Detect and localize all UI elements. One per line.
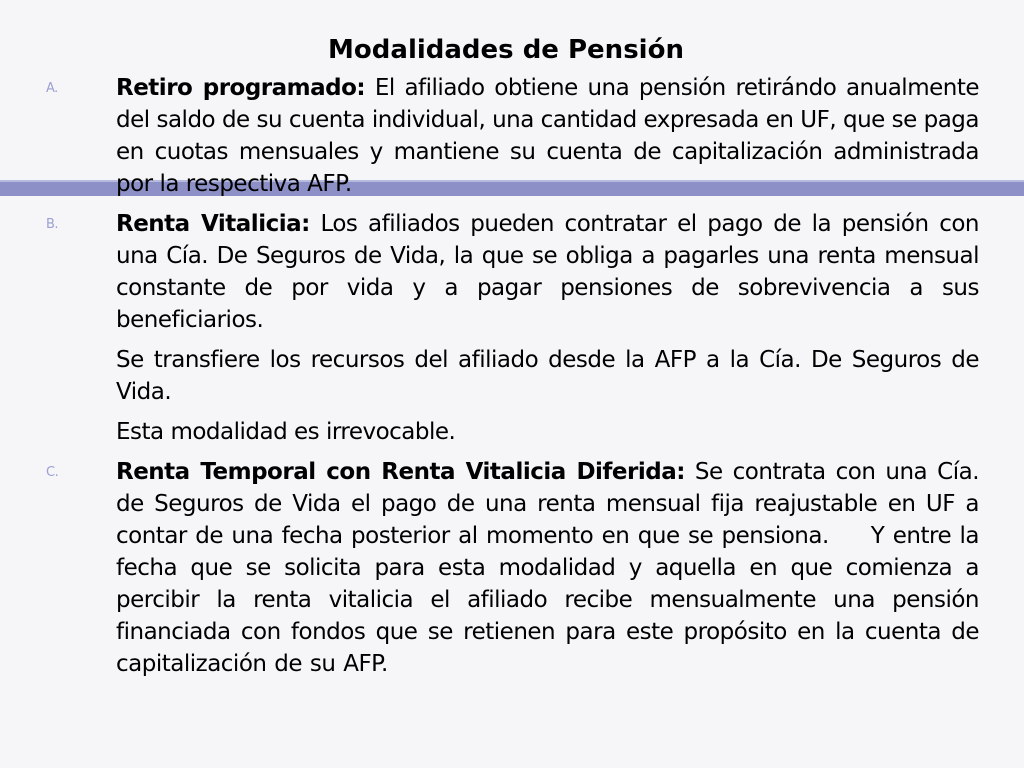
sub-paragraph-irrevocable: Esta modalidad es irrevocable. <box>116 419 456 445</box>
list-marker: B. <box>46 217 59 232</box>
list-marker: A. <box>46 81 58 96</box>
list-item-retiro-programado <box>46 72 979 200</box>
item-text: Los afiliados pueden contratar el pago de la pensión con una Cía. De Seguros de Vida, la que se obliga a pagarles una renta mensual constante de por vida y a pagar pensiones de sobrevivencia a sus beneficiarios. <box>116 211 979 333</box>
item-heading: Renta Vitalicia: <box>116 211 310 237</box>
slide-content <box>46 72 987 688</box>
sub-paragraph-transfer: Se transfiere los recursos del afiliado desde la AFP a la Cía. De Seguros de Vida. <box>116 347 979 405</box>
item-text: El afiliado obtiene una pensión retirándo anualmente del saldo de su cuenta individual, una cantidad expresada en UF, que se paga en cuotas mensuales y mantiene su cuenta de capitalización administrada por la respectiva AFP. <box>116 75 979 197</box>
item-heading: Renta Temporal con Renta Vitalicia Diferida: <box>116 459 685 485</box>
slide-title: Modalidades de Pensión <box>328 35 684 65</box>
list-item-renta-vitalicia <box>46 208 979 336</box>
item-heading: Retiro programado: <box>116 75 366 101</box>
list-item-renta-temporal <box>46 456 987 680</box>
list-marker: C. <box>46 465 59 480</box>
item-text: Se contrata con una Cía. de Seguros de Vida el pago de una renta mensual fija reajustable en UF a contar de una fecha posterior al momento en que se pensiona. Y entre la fecha que se solicita para esta modalidad y aquella en que comienza a percibir la renta vitalicia el afiliado recibe mensualmente una pensión financiada con fondos que se retienen para este propósito en la cuenta de capitalización de su AFP. <box>116 459 987 677</box>
